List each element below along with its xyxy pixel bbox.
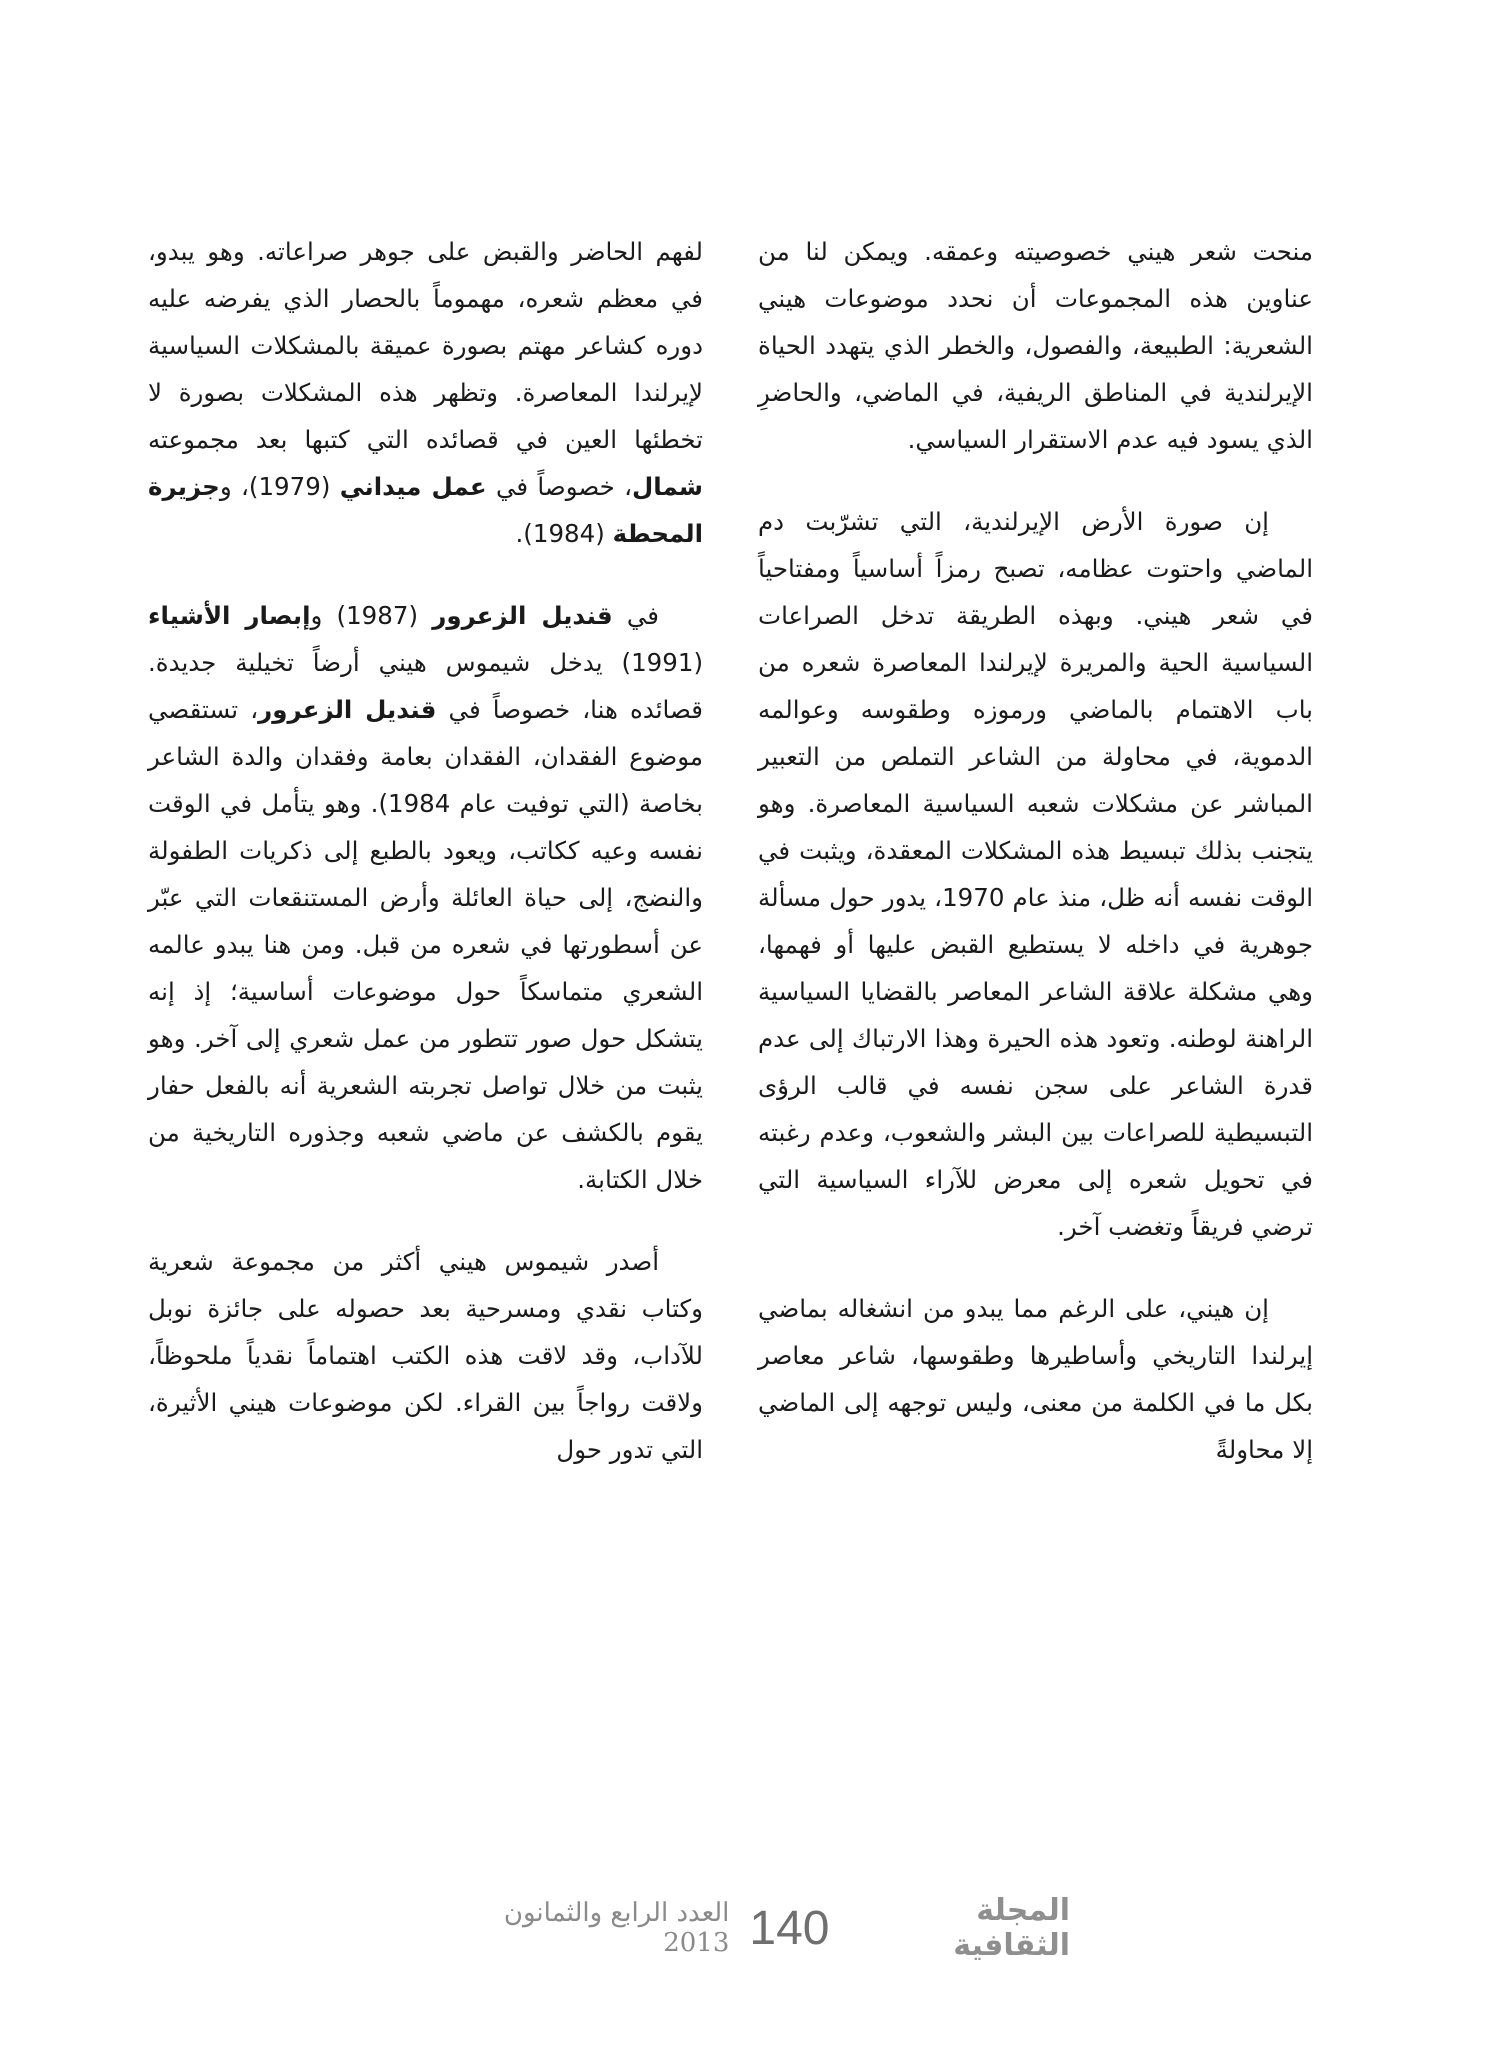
book-title: قنديل الزعرور bbox=[258, 695, 437, 724]
issue-label: العدد الرابع والثمانون 2013 bbox=[503, 1898, 730, 1958]
page-footer bbox=[430, 1893, 1070, 1963]
book-title: شمال bbox=[632, 472, 703, 501]
text-run: في bbox=[612, 601, 659, 630]
text-run: لفهم الحاضر والقبض على جوهر صراعاته. وهو يبدو، في معظم شعره، مهموماً بالحصار الذي يفرضه عليه دوره كشاعر مهتم بصورة عميقة بالمشكلات السياسية لإيرلندا المعاصرة. وتظهر هذه المشكلات بصورة لا تخطئها العين في قصائده التي كتبها بعد مجموعته bbox=[148, 237, 703, 454]
text-run: ، تستقصي موضوع الفقدان، الفقدان بعامة وفقدان والدة الشاعر بخاصة (التي توفيت عام 1984). وهو يتأمل في الوقت نفسه وعيه ككاتب، ويعود بالطبع إلى ذكريات الطفولة والنضج، إلى حياة العائلة وأرض المستنقعات التي عبّر عن أسطورتها في شعره من قبل. ومن هنا يبدو عالمه الشعري متماسكاً حول موضوعات أساسية؛ إذ إنه يتشكل حول صور تتطور من عمل شعري إلى آخر. وهو يثبت من خلال تواصل تجربته الشعرية أنه بالفعل حفار يقوم بالكشف عن ماضي شعبه وجذوره التاريخية من خلال الكتابة. bbox=[148, 695, 703, 1194]
text-column-left bbox=[148, 228, 703, 1508]
text-run: ، خصوصاً في bbox=[486, 472, 633, 501]
text-run: (1991) يدخل شيموس هيني أرضاً تخيلية جديدة. قصائده هنا، خصوصاً في bbox=[148, 648, 703, 724]
page-number: 140 bbox=[749, 1901, 830, 1955]
paragraph: إن هيني، على الرغم مما يبدو من انشغاله بماضي إيرلندا التاريخي وأساطيرها وطقوسها، شاعر معاصر بكل ما في الكلمة من معنى، وليس توجهه إلى الماضي إلا محاولةً bbox=[758, 1294, 1313, 1464]
book-title: جزيرة المحطة bbox=[148, 472, 703, 548]
book-title: عمل ميداني bbox=[339, 472, 487, 501]
book-title: قنديل الزعرور bbox=[432, 601, 613, 630]
paragraph bbox=[148, 592, 703, 1203]
text-run: (1979)، و bbox=[219, 472, 340, 501]
text-run: (1984). bbox=[515, 519, 613, 548]
paragraph: إن صورة الأرض الإيرلندية، التي تشرّبت دم الماضي واحتوت عظامه، تصبح رمزاً أساسياً ومفتاحياً في شعر هيني. وبهذه الطريقة تدخل الصراعات السياسية الحية والمريرة لإيرلندا المعاصرة شعره من باب الاهتمام بالماضي ورموزه وطقوسه وعوالمه الدموية، في محاولة من الشاعر التملص من التعبير المباشر عن مشكلات شعبه السياسية المعاصرة. وهو يتجنب بذلك تبسيط هذه المشكلات المعقدة، ويثبت في الوقت نفسه أنه ظل، منذ عام 1970، يدور حول مسألة جوهرية في داخله لا يستطيع القبض عليها أو فهمها، وهي مشكلة علاقة الشاعر المعاصر بالقضايا السياسية الراهنة لوطنه. وتعود هذه الحيرة وهذا الارتباك إلى عدم قدرة الشاعر على سجن نفسه في قالب الرؤى التبسيطية للصراعات بين البشر والشعوب، وعدم رغبته في تحويل شعره إلى معرض للآراء السياسية التي ترضي فريقاً وتغضب آخر. bbox=[758, 507, 1313, 1241]
magazine-name: المجلة الثقافية bbox=[953, 1893, 1070, 1963]
book-title: إبصار الأشياء bbox=[148, 601, 311, 630]
text-run: (1987) و bbox=[310, 601, 433, 630]
text-column-right bbox=[758, 228, 1313, 1508]
paragraph: أصدر شيموس هيني أكثر من مجموعة شعرية وكتاب نقدي ومسرحية بعد حصوله على جائزة نوبل للآداب، وقد لاقت هذه الكتب اهتماماً نقدياً ملحوظاً، ولاقت رواجاً بين القراء. لكن موضوعات هيني الأثيرة، التي تدور حول bbox=[148, 1247, 703, 1464]
paragraph: منحت شعر هيني خصوصيته وعمقه. ويمكن لنا من عناوين هذه المجموعات أن نحدد موضوعات هيني الشعرية: الطبيعة، والفصول، والخطر الذي يتهدد الحياة الإيرلندية في المناطق الريفية، في الماضي، والحاضرِ الذي يسود فيه عدم الاستقرار السياسي. bbox=[758, 237, 1313, 454]
paragraph bbox=[148, 228, 703, 557]
